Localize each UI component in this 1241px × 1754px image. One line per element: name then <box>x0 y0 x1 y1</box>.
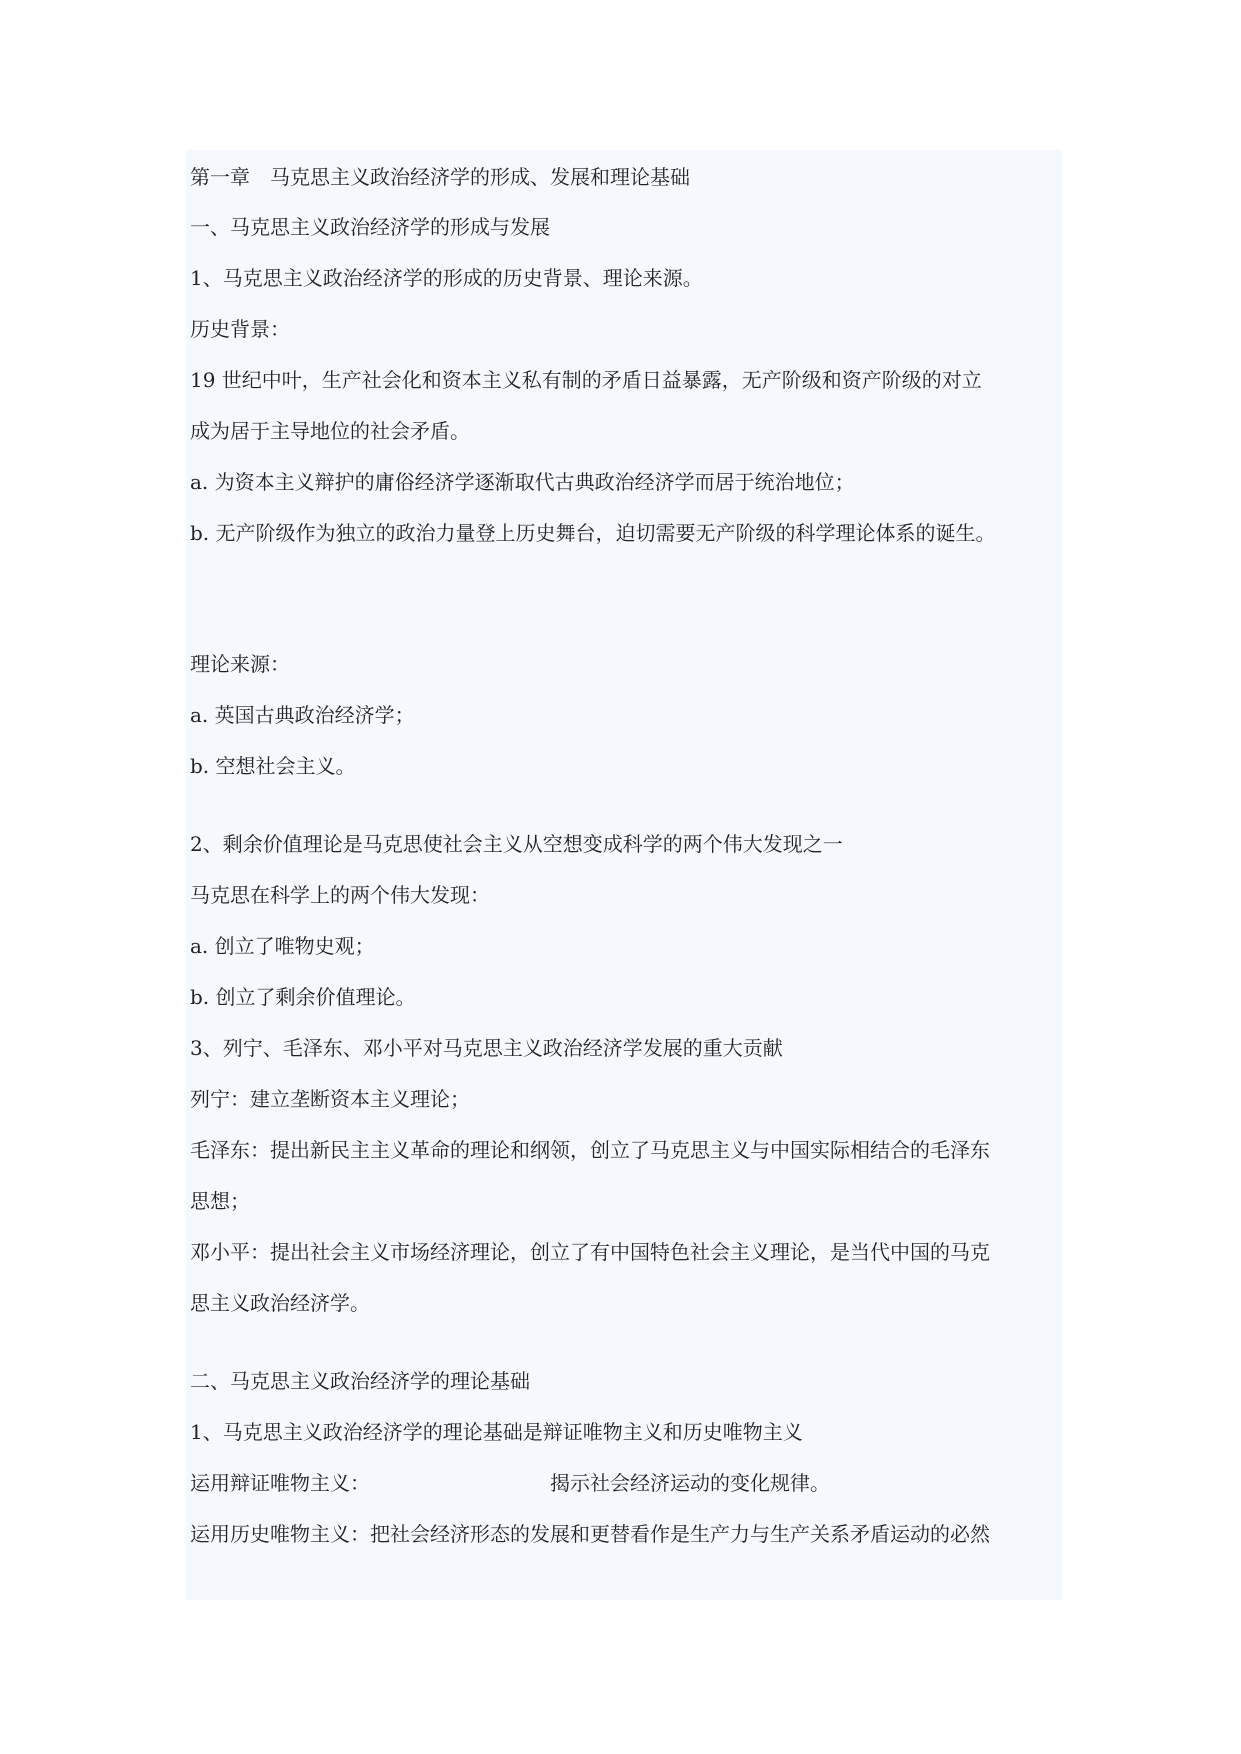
text-line-dialectical <box>190 1469 830 1497</box>
text-line: 运用历史唯物主义：把社会经济形态的发展和更替看作是生产力与生产关系矛盾运动的必然 <box>190 1522 990 1546</box>
text-line: 19 世纪中叶，生产社会化和资本主义私有制的矛盾日益暴露，无产阶级和资产阶级的对立 <box>190 368 982 392</box>
dialectical-text: 揭示社会经济运动的变化规律。 <box>550 1471 830 1495</box>
text-line: 列宁：建立垄断资本主义理论； <box>190 1087 470 1111</box>
subsection-heading: 1、马克思主义政治经济学的形成的历史背景、理论来源。 <box>190 266 703 290</box>
text-line: 历史背景： <box>190 317 290 341</box>
subsection-heading: 2、剩余价值理论是马克思使社会主义从空想变成科学的两个伟大发现之一 <box>190 832 843 856</box>
text-line: 理论来源： <box>190 652 290 676</box>
section-heading: 二、马克思主义政治经济学的理论基础 <box>190 1369 530 1393</box>
text-line: 邓小平：提出社会主义市场经济理论，创立了有中国特色社会主义理论，是当代中国的马克 <box>190 1240 990 1264</box>
subsection-heading: 3、列宁、毛泽东、邓小平对马克思主义政治经济学发展的重大贡献 <box>190 1036 783 1060</box>
text-line: 马克思在科学上的两个伟大发现： <box>190 883 490 907</box>
text-line: b. 无产阶级作为独立的政治力量登上历史舞台，迫切需要无产阶级的科学理论体系的诞生。 <box>190 521 996 545</box>
text-line: 思想； <box>190 1189 250 1213</box>
text-line: a. 创立了唯物史观； <box>190 934 375 958</box>
text-line: b. 空想社会主义。 <box>190 754 356 778</box>
text-line: 毛泽东：提出新民主主义革命的理论和纲领，创立了马克思主义与中国实际相结合的毛泽东 <box>190 1138 990 1162</box>
dialectical-label: 运用辩证唯物主义： <box>190 1471 370 1495</box>
text-line: 思主义政治经济学。 <box>190 1291 370 1315</box>
subsection-heading: 1、马克思主义政治经济学的理论基础是辩证唯物主义和历史唯物主义 <box>190 1420 803 1444</box>
text-line: 成为居于主导地位的社会矛盾。 <box>190 419 470 443</box>
text-line: b. 创立了剩余价值理论。 <box>190 985 416 1009</box>
text-line: a. 为资本主义辩护的庸俗经济学逐渐取代古典政治经济学而居于统治地位； <box>190 470 855 494</box>
chapter-title: 第一章 马克思主义政治经济学的形成、发展和理论基础 <box>190 165 690 189</box>
text-line: a. 英国古典政治经济学； <box>190 703 415 727</box>
section-heading: 一、马克思主义政治经济学的形成与发展 <box>190 215 550 239</box>
